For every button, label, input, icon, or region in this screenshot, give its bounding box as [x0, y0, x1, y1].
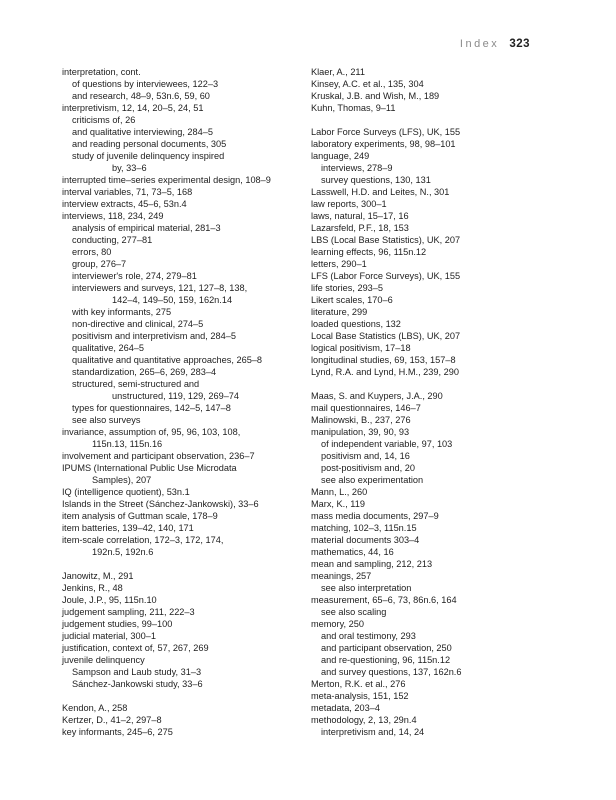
index-spacer [62, 558, 298, 570]
index-entry: interview extracts, 45–6, 53n.4 [62, 199, 187, 209]
index-subentry: conducting, 277–81 [72, 235, 153, 245]
index-subentry: 142–4, 149–50, 159, 162n.14 [112, 295, 233, 305]
index-subentry: see also surveys [72, 415, 141, 425]
index-entry: matching, 102–3, 115n.15 [311, 523, 417, 533]
index-entry: judgement sampling, 211, 222–3 [62, 607, 195, 617]
index-subentry: 115n.13, 115n.16 [92, 439, 163, 449]
index-column-left [62, 66, 298, 738]
index-entry: Lazarsfeld, P.F., 18, 153 [311, 223, 409, 233]
index-entry: mathematics, 44, 16 [311, 547, 394, 557]
index-subentry: criticisms of, 26 [72, 115, 136, 125]
index-subentry: and survey questions, 137, 162n.6 [321, 667, 462, 677]
index-subentry: interviewers and surveys, 121, 127–8, 138, [72, 283, 248, 293]
index-entry: interrupted time–series experimental design, 108–9 [62, 175, 271, 185]
index-entry: laboratory experiments, 98, 98–101 [311, 139, 456, 149]
index-entry: key informants, 245–6, 275 [62, 727, 173, 737]
index-entry: justification, context of, 57, 267, 269 [62, 643, 209, 653]
index-subentry: interviewer's role, 274, 279–81 [72, 271, 197, 281]
index-entry: Joule, J.P., 95, 115n.10 [62, 595, 157, 605]
index-entry: IPUMS (International Public Use Microdata [62, 463, 237, 473]
index-subentry: standardization, 265–6, 269, 283–4 [72, 367, 217, 377]
index-subentry: study of juvenile delinquency inspired [72, 151, 225, 161]
index-column-right [311, 66, 547, 738]
index-entry: Lynd, R.A. and Lynd, H.M., 239, 290 [311, 367, 459, 377]
index-entry: item-scale correlation, 172–3, 172, 174, [62, 535, 224, 545]
index-entry: loaded questions, 132 [311, 319, 401, 329]
index-subentry: group, 276–7 [72, 259, 127, 269]
index-subentry: qualitative, 264–5 [72, 343, 145, 353]
index-entry: methodology, 2, 13, 29n.4 [311, 715, 417, 725]
index-entry: Kendon, A., 258 [62, 703, 128, 713]
index-entry: longitudinal studies, 69, 153, 157–8 [311, 355, 456, 365]
index-entry: logical positivism, 17–18 [311, 343, 411, 353]
index-entry: invariance, assumption of, 95, 96, 103, 108, [62, 427, 241, 437]
index-entry: Kertzer, D., 41–2, 297–8 [62, 715, 162, 725]
index-entry: judgement studies, 99–100 [62, 619, 173, 629]
index-subentry: Samples), 207 [92, 475, 152, 485]
index-entry: Merton, R.K. et al., 276 [311, 679, 406, 689]
page-number: 323 [509, 38, 530, 50]
index-subentry: Sánchez-Jankowski study, 33–6 [72, 679, 203, 689]
index-subentry: and participant observation, 250 [321, 643, 452, 653]
index-entry: mean and sampling, 212, 213 [311, 559, 433, 569]
index-entry: material documents 303–4 [311, 535, 420, 545]
index-entry: judicial material, 300–1 [62, 631, 156, 641]
index-entry: Local Base Statistics (LBS), UK, 207 [311, 331, 461, 341]
index-subentry: errors, 80 [72, 247, 112, 257]
index-entry: Lasswell, H.D. and Leites, N., 301 [311, 187, 450, 197]
index-subentry: see also experimentation [321, 475, 424, 485]
index-entry: juvenile delinquency [62, 655, 145, 665]
index-entry: Kinsey, A.C. et al., 135, 304 [311, 79, 424, 89]
index-entry: Kruskal, J.B. and Wish, M., 189 [311, 91, 440, 101]
index-subentry: positivism and interpretivism and, 284–5 [72, 331, 236, 341]
index-spacer [311, 378, 547, 390]
index-subentry: with key informants, 275 [72, 307, 172, 317]
index-entry: measurement, 65–6, 73, 86n.6, 164 [311, 595, 457, 605]
index-entry: language, 249 [311, 151, 370, 161]
index-entry: Maas, S. and Kuypers, J.A., 290 [311, 391, 443, 401]
index-subentry: and research, 48–9, 53n.6, 59, 60 [72, 91, 210, 101]
index-entry: memory, 250 [311, 619, 364, 629]
index-subentry: see also scaling [321, 607, 387, 617]
index-entry: mass media documents, 297–9 [311, 511, 439, 521]
index-entry: Mann, L., 260 [311, 487, 368, 497]
index-subentry: 192n.5, 192n.6 [92, 547, 154, 557]
index-entry: interviews, 118, 234, 249 [62, 211, 164, 221]
index-subentry: positivism and, 14, 16 [321, 451, 410, 461]
index-subentry: qualitative and quantitative approaches, 265–8 [72, 355, 263, 365]
index-entry: Janowitz, M., 291 [62, 571, 134, 581]
index-entry: literature, 299 [311, 307, 368, 317]
index-entry: meta-analysis, 151, 152 [311, 691, 409, 701]
index-entry: interpretation, cont. [62, 67, 141, 77]
index-entry: Kuhn, Thomas, 9–11 [311, 103, 396, 113]
running-header [460, 38, 530, 50]
index-entry: laws, natural, 15–17, 16 [311, 211, 409, 221]
index-entry: metadata, 203–4 [311, 703, 380, 713]
index-subentry: of independent variable, 97, 103 [321, 439, 453, 449]
index-entry: LBS (Local Base Statistics), UK, 207 [311, 235, 461, 245]
index-subentry: types for questionnaires, 142–5, 147–8 [72, 403, 231, 413]
index-subentry: survey questions, 130, 131 [321, 175, 431, 185]
index-subentry: and qualitative interviewing, 284–5 [72, 127, 213, 137]
index-subentry: interpretivism and, 14, 24 [321, 727, 425, 737]
index-entry: Islands in the Street (Sánchez-Jankowski), 33–6 [62, 499, 259, 509]
index-subentry: by, 33–6 [112, 163, 147, 173]
index-entry: interval variables, 71, 73–5, 168 [62, 187, 193, 197]
index-subentry: analysis of empirical material, 281–3 [72, 223, 221, 233]
index-subentry: unstructured, 119, 129, 269–74 [112, 391, 240, 401]
index-subentry: non-directive and clinical, 274–5 [72, 319, 204, 329]
index-entry: mail questionnaires, 146–7 [311, 403, 421, 413]
index-subentry: and re-questioning, 96, 115n.12 [321, 655, 451, 665]
index-subentry: interviews, 278–9 [321, 163, 393, 173]
index-entry: meanings, 257 [311, 571, 372, 581]
index-subentry: of questions by interviewees, 122–3 [72, 79, 219, 89]
index-subentry: see also interpretation [321, 583, 412, 593]
header-label: Index [459, 38, 500, 50]
index-entry: Jenkins, R., 48 [62, 583, 123, 593]
index-entry: IQ (intelligence quotient), 53n.1 [62, 487, 190, 497]
index-entry: item analysis of Guttman scale, 178–9 [62, 511, 218, 521]
index-entry: letters, 290–1 [311, 259, 367, 269]
index-entry: law reports, 300–1 [311, 199, 387, 209]
index-entry: life stories, 293–5 [311, 283, 384, 293]
index-entry: manipulation, 39, 90, 93 [311, 427, 410, 437]
index-spacer [62, 690, 298, 702]
index-entry: involvement and participant observation, 236–7 [62, 451, 255, 461]
index-subentry: structured, semi-structured and [72, 379, 200, 389]
index-subentry: Sampson and Laub study, 31–3 [72, 667, 202, 677]
index-subentry: post-positivism and, 20 [321, 463, 415, 473]
index-entry: Malinowski, B., 237, 276 [311, 415, 411, 425]
index-entry: item batteries, 139–42, 140, 171 [62, 523, 194, 533]
index-entry: interpretivism, 12, 14, 20–5, 24, 51 [62, 103, 204, 113]
index-subentry: and reading personal documents, 305 [72, 139, 227, 149]
index-entry: LFS (Labor Force Surveys), UK, 155 [311, 271, 461, 281]
index-entry: Marx, K., 119 [311, 499, 365, 509]
index-subentry: and oral testimony, 293 [321, 631, 416, 641]
index-entry: learning effects, 96, 115n.12 [311, 247, 427, 257]
index-entry: Labor Force Surveys (LFS), UK, 155 [311, 127, 461, 137]
index-entry: Likert scales, 170–6 [311, 295, 393, 305]
index-spacer [311, 114, 547, 126]
index-entry: Klaer, A., 211 [311, 67, 365, 77]
